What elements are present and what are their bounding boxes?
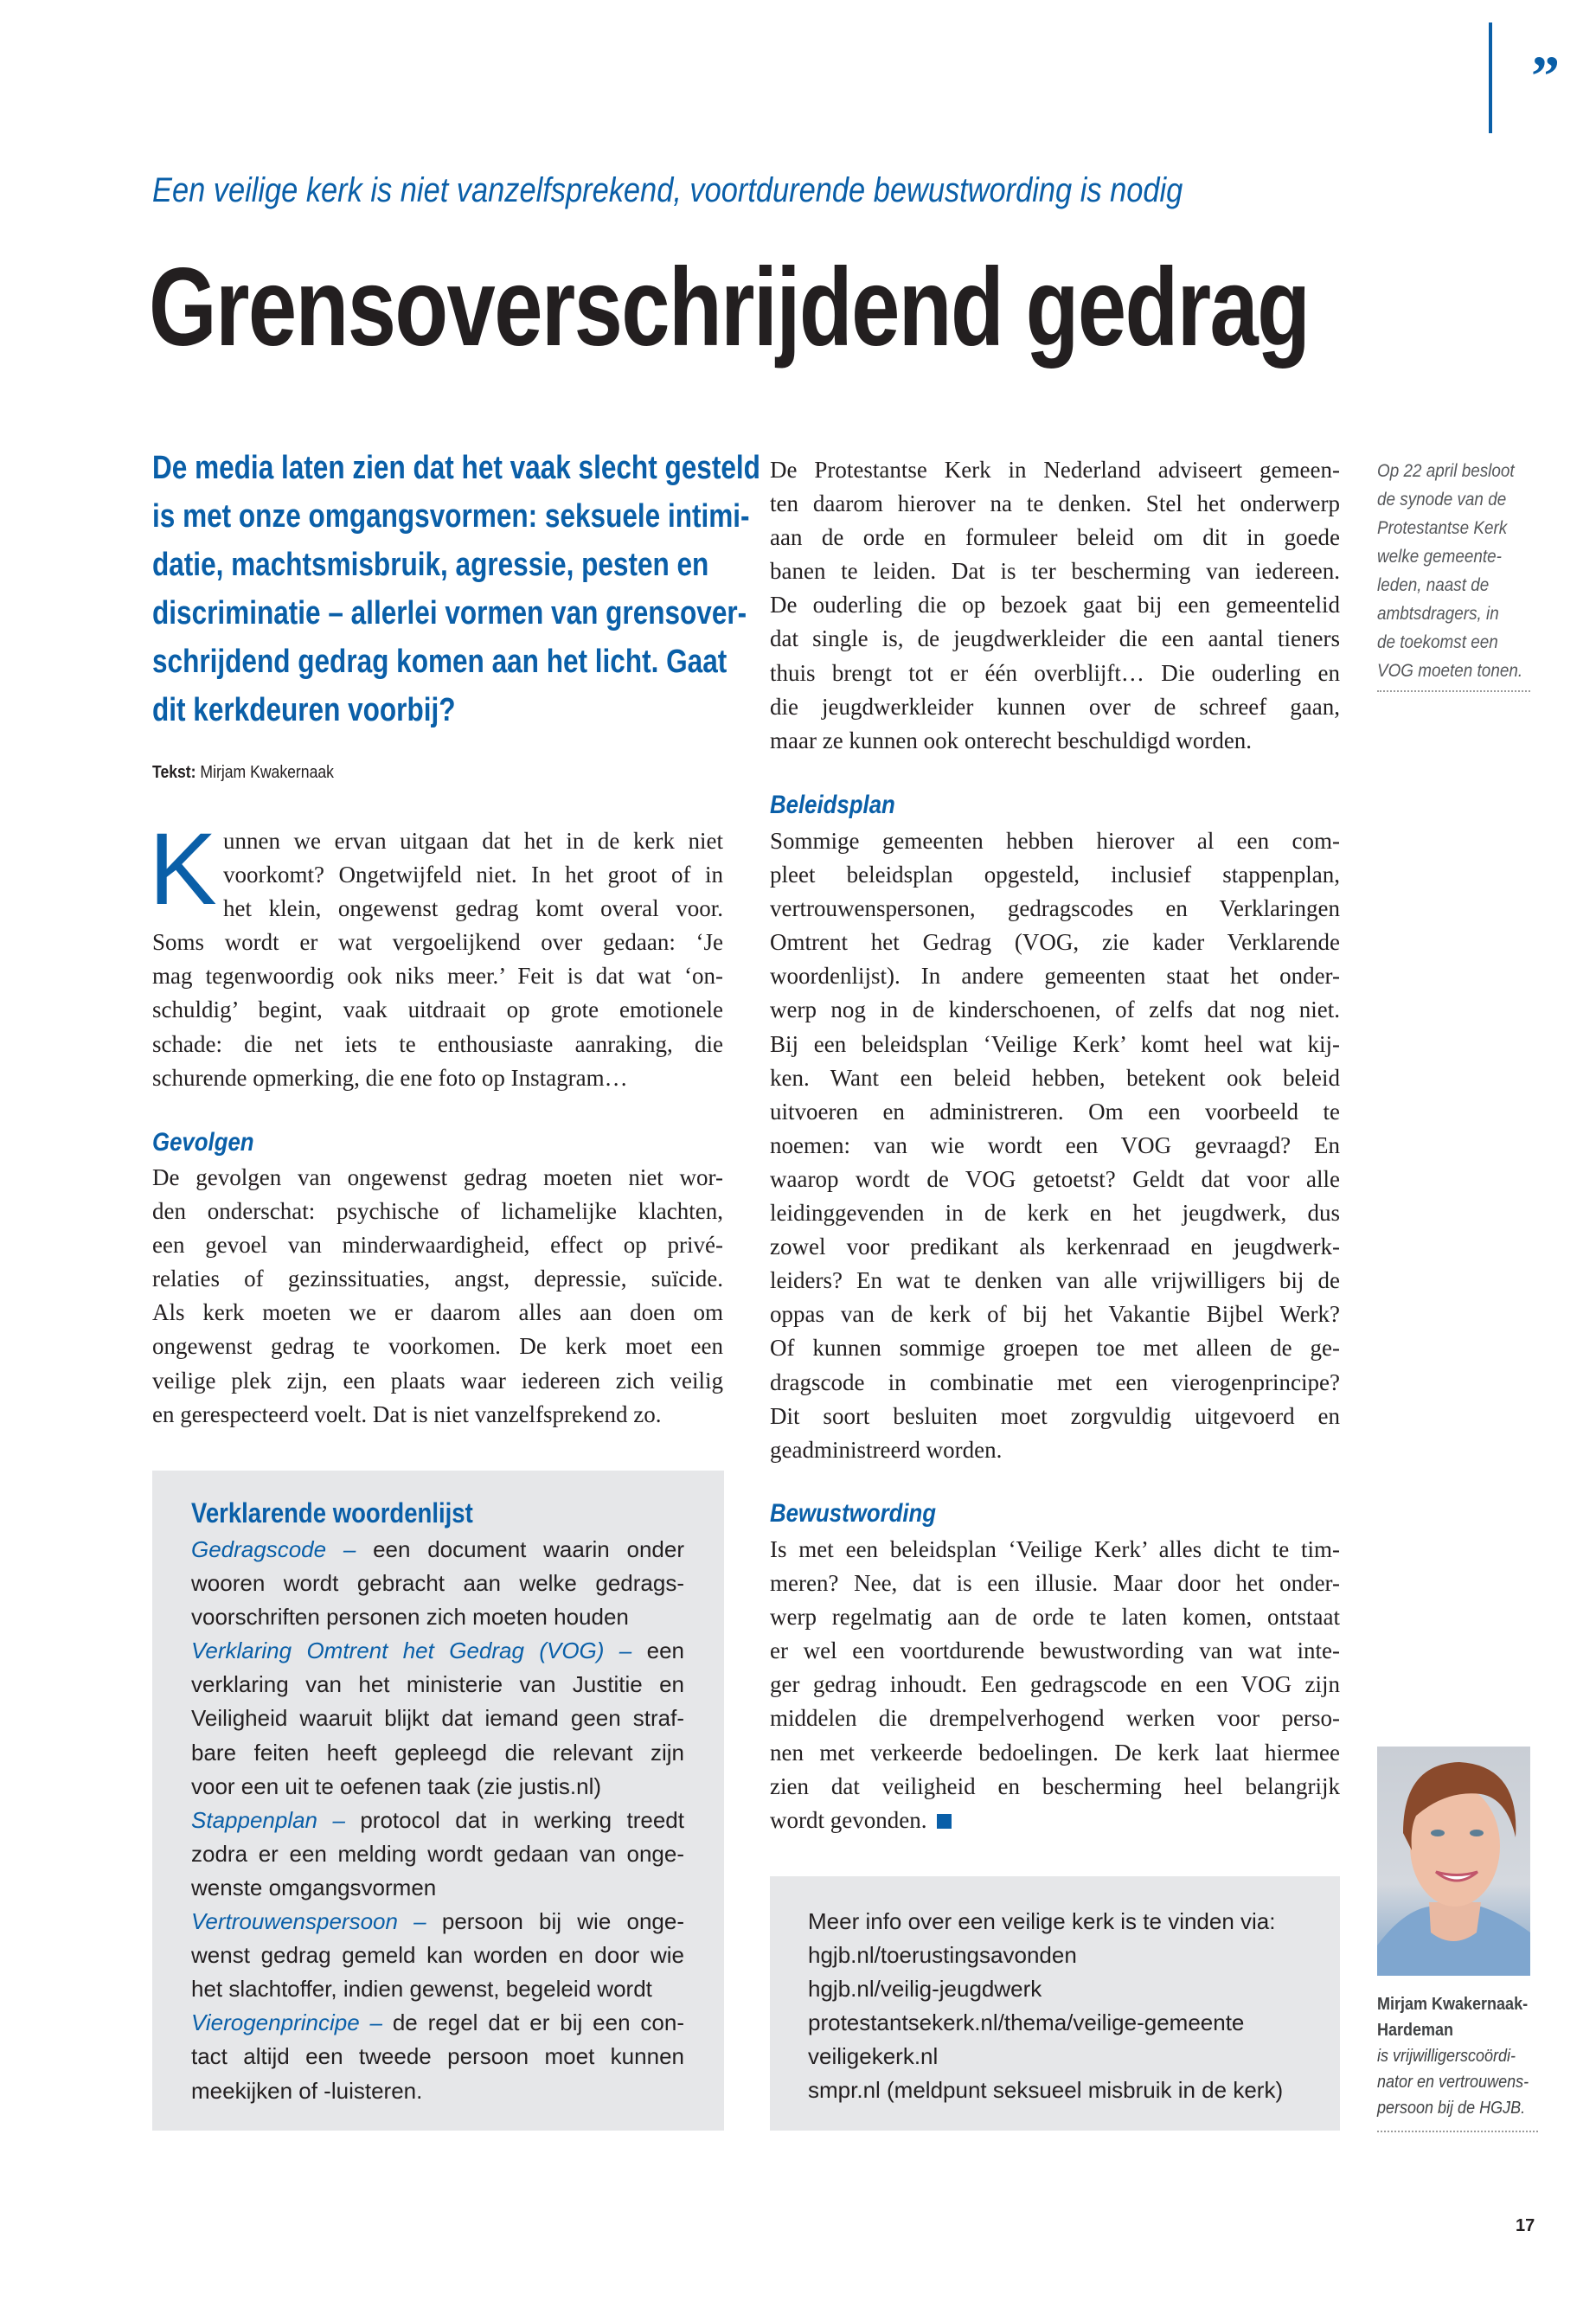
text-line (152, 892, 723, 926)
glossary-term: Verklaring Omtrent het Gedrag (VOG) – (191, 1638, 632, 1664)
section-heading-beleidsplan: Beleidsplan (770, 791, 895, 819)
text-line-content: vertrouwenspersonen, gedragscodes en Verklaringen (770, 895, 1340, 922)
text-line (770, 1298, 1340, 1331)
text-line (770, 1600, 1340, 1634)
text-line (152, 638, 727, 686)
text-line (770, 1702, 1340, 1735)
text-line (770, 1061, 1340, 1095)
text-line-content: die jeugdwerkleider kunnen over de schreef gaan, (770, 693, 1340, 720)
glossary-definition: bare feiten heeft gepleegd die relevant zijn (191, 1739, 684, 1766)
glossary-line (191, 2040, 684, 2073)
text-line-content: welke gemeente- (1377, 547, 1502, 567)
glossary-line (191, 1600, 684, 1634)
glossary-term: Gedragscode – (191, 1536, 356, 1562)
text-line-content: het klein, ongewenst gedrag komt overal voor. (223, 895, 723, 922)
text-line (1377, 514, 1533, 542)
text-line-content: maar ze kunnen ook onterecht beschuldigd worden. (770, 727, 1253, 753)
text-line-content: de toekomst een (1377, 632, 1498, 652)
glossary-definition: verklaring van het ministerie van Justitie en (191, 1671, 684, 1698)
glossary-definition: een document waarin onder (356, 1536, 684, 1562)
text-line (152, 589, 747, 638)
text-line (1377, 657, 1533, 685)
glossary-definition: protocol dat in werking treedt (344, 1806, 684, 1833)
text-line (152, 926, 723, 959)
text-line-content: oppas van de kerk of bij het Vakantie Bijbel Werk? (770, 1301, 1340, 1328)
glossary-definition: wooren wordt gebracht aan welke gedrags- (191, 1570, 684, 1597)
text-line (770, 453, 1340, 487)
text-line-content: wordt gevonden. (770, 1806, 927, 1833)
text-line (152, 1262, 723, 1296)
text-line (770, 1400, 1340, 1433)
text-line-content: De gevolgen van ongewenst gedrag moeten niet wor- (152, 1164, 723, 1190)
text-line-content: Als kerk moeten we er daarom alles aan doen om (152, 1299, 723, 1326)
text-line-content: relaties of gezinssituaties, angst, depressie, suïcide. (152, 1266, 723, 1292)
glossary-line (191, 1871, 684, 1905)
drop-cap: K (149, 812, 217, 926)
text-line-content: schurende opmerking, die ene foto op Instagram… (152, 1064, 628, 1091)
glossary-line (191, 1972, 684, 2006)
sidenote-divider (1377, 690, 1530, 692)
text-line-content: is met onze omgangsvormen: seksuele intimi- (152, 498, 750, 535)
glossary-term: Vierogenprincipe – (191, 2009, 382, 2036)
text-line (770, 1095, 1340, 1129)
text-line (152, 1228, 723, 1262)
text-line (152, 444, 760, 492)
author-photo (1377, 1747, 1530, 1976)
text-line-content: hgjb.nl/veilig-jeugdwerk (808, 1976, 1042, 2003)
glossary-line (191, 1837, 684, 1871)
text-line (770, 1331, 1340, 1365)
text-line (770, 1533, 1340, 1567)
text-line (770, 554, 1340, 588)
text-line (808, 1939, 1327, 1972)
text-line (152, 959, 723, 993)
text-line-content: en gerespecteerd voelt. Dat is niet vanzelfsprekend zo. (152, 1400, 662, 1427)
text-line-content: nator en vertrouwens- (1377, 2073, 1529, 2092)
beleidsplan-paragraph (770, 824, 1340, 1467)
text-line (152, 1195, 723, 1228)
text-line-content: Of kunnen sommige groepen toe met alleen de ge- (770, 1335, 1340, 1362)
text-line-content: voorkomt? Ongetwijfeld niet. In het groot of in (223, 862, 723, 888)
text-line (152, 1161, 723, 1195)
text-line-content: dragscode in combinatie met een vierogenprincipe? (770, 1368, 1340, 1395)
text-line (1377, 1991, 1533, 2017)
text-line (152, 1061, 723, 1095)
text-line-content: zowel voor predikant als kerkenraad en jeugdwerk- (770, 1234, 1340, 1260)
text-line-content: thuis brengt tot er één overblijft… Die ouderling en (770, 659, 1340, 686)
text-line-content: Dit soort besluiten moet zorgvuldig uitgevoerd en (770, 1402, 1340, 1429)
text-line-content: De media laten zien dat het vaak slecht gesteld (152, 450, 760, 486)
glossary-line (191, 1567, 684, 1600)
glossary-definition: een (631, 1638, 684, 1664)
glossary-definition: Veiligheid waaruit blijkt dat iemand geen straf- (191, 1705, 684, 1732)
text-line-content: leden, naast de (1377, 575, 1490, 595)
author-bio (1377, 2043, 1533, 2121)
text-line-content: een gevoel van minderwaardigheid, effect op privé- (152, 1232, 723, 1259)
bewustwording-paragraph (770, 1533, 1340, 1837)
glossary-definition: voorschriften personen zich moeten houden (191, 1604, 629, 1631)
lead-paragraph (152, 444, 760, 734)
section-heading-bewustwording: Bewustwording (770, 1499, 937, 1528)
text-line-content: mag tegenwoordig ook niks meer.’ Feit is dat wat ‘on- (152, 963, 723, 990)
text-line-content: smpr.nl (meldpunt seksueel misbruik in de kerk) (808, 2077, 1284, 2104)
text-line-content: Bij een beleidsplan ‘Veilige Kerk’ komt heel wat kij- (770, 1030, 1340, 1057)
sidenote (1377, 457, 1533, 685)
text-line (770, 1230, 1340, 1264)
text-line (770, 1129, 1340, 1163)
glossary-entry-start (191, 2006, 684, 2040)
text-line-content: schrijdend gedrag komen aan het licht. Gaat (152, 644, 727, 680)
glossary-entry-start (191, 1905, 684, 1939)
glossary-term: Stappenplan – (191, 1806, 345, 1833)
text-line-content: unnen we ervan uitgaan dat het in de kerk niet (223, 828, 723, 854)
text-line (1377, 457, 1533, 485)
text-line (770, 657, 1340, 690)
text-line (770, 959, 1340, 993)
text-line (152, 1028, 723, 1061)
glossary-term: Vertrouwenspersoon – (191, 1908, 426, 1935)
byline-author: Mirjam Kwakernaak (195, 763, 334, 782)
text-line (808, 2040, 1327, 2073)
quote-icon: ” (1531, 45, 1560, 108)
text-line (770, 690, 1340, 724)
text-line-content: Sommige gemeenten hebben hierover al een com- (770, 828, 1340, 854)
text-line-content: woordenlijst). In andere gemeenten staat het onder- (770, 963, 1340, 990)
text-line (152, 1296, 723, 1330)
glossary-definition: meekijken of -luisteren. (191, 2077, 423, 2104)
gevolgen-paragraph (152, 1161, 723, 1432)
glossary-definition: wenst gedrag gemeld kan worden en door wie (191, 1942, 684, 1969)
text-line-content: hgjb.nl/toerustingsavonden (808, 1942, 1077, 1969)
text-line (152, 993, 723, 1027)
text-line-content: aan de orde en formuleer beleid om dit in goede (770, 524, 1340, 551)
glossary-entry-start (191, 1533, 684, 1567)
text-line (770, 1196, 1340, 1230)
text-line (1377, 599, 1533, 628)
text-line (770, 1668, 1340, 1702)
text-line (1377, 628, 1533, 657)
text-line (770, 1736, 1340, 1770)
text-line-content: Protestantse Kerk (1377, 518, 1508, 538)
text-line (152, 824, 723, 858)
text-line-content: De ouderling die op bezoek gaat bij een gemeentelid (770, 592, 1340, 619)
text-line-content: schade: die net iets te enthousiaste aanraking, die (152, 1030, 723, 1057)
text-line (770, 892, 1340, 926)
text-line-content: Omtrent het Gedrag (VOG, zie kader Verklarende (770, 929, 1340, 956)
text-line (1377, 571, 1533, 599)
glossary-definition: persoon bij wie onge- (426, 1908, 684, 1935)
text-line-content: meren? Nee, dat is een illusie. Maar door het onder- (770, 1570, 1340, 1597)
text-line (770, 993, 1340, 1027)
text-line (152, 858, 723, 892)
text-line (152, 1364, 723, 1398)
text-line (770, 1366, 1340, 1400)
quote-divider-bar (1489, 22, 1492, 133)
text-line-content: waarop wordt de VOG getoetst? Geldt dat voor alle (770, 1165, 1340, 1192)
glossary-heading: Verklarende woordenlijst (191, 1497, 473, 1529)
glossary-definition: tact altijd een tweede persoon moet kunnen (191, 2043, 684, 2070)
text-line (1377, 485, 1533, 514)
text-line-content: ongewenst gedrag te voorkomen. De kerk moet een (152, 1333, 723, 1360)
info-box-content (808, 1905, 1327, 2108)
text-line-content: werp nog in de kinderschoenen, of zelfs dat nog niet. (770, 997, 1340, 1023)
text-line-content: veiligekerk.nl (808, 2043, 939, 2070)
text-line (770, 1028, 1340, 1061)
glossary-definition: voor een uit te oefenen taak (zie justis.nl) (191, 1772, 602, 1799)
text-line-content: discriminatie – allerlei vormen van grensover- (152, 595, 747, 631)
text-line-content: is vrijwilligerscoördi- (1377, 2047, 1516, 2066)
author-name (1377, 1991, 1533, 2043)
text-line (770, 724, 1340, 758)
column2-intro-paragraph (770, 453, 1340, 758)
author-portrait-illustration (1377, 1747, 1530, 1976)
text-line (770, 1163, 1340, 1196)
text-line (152, 1330, 723, 1363)
article-kicker: Een veilige kerk is niet vanzelfsprekend, voortdurende bewustwording is nodig (152, 171, 1183, 209)
text-line (1377, 542, 1533, 571)
text-line-content: de synode van de (1377, 490, 1507, 510)
page-number: 17 (1516, 2216, 1535, 2235)
glossary-line (191, 1736, 684, 1770)
text-line-content: leidinggevenden in de kerk en het jeugdwerk, dus (770, 1200, 1340, 1227)
end-mark-icon (937, 1814, 952, 1829)
glossary-line (191, 2074, 684, 2108)
info-box-intro: Meer info over een veilige kerk is te vinden via: (808, 1908, 1276, 1934)
glossary-definition: zodra er een melding wordt gedaan van onge- (191, 1840, 684, 1867)
glossary-line (191, 1702, 684, 1735)
page-title: Grensoverschrijdend gedrag (149, 246, 1310, 369)
text-line (770, 926, 1340, 959)
text-line (770, 1804, 1340, 1837)
text-line-content: Mirjam Kwakernaak- (1377, 1995, 1529, 2014)
text-line (770, 521, 1340, 554)
text-line-content: datie, machtsmisbruik, agressie, pesten en (152, 547, 709, 583)
author-divider (1377, 2131, 1538, 2132)
text-line (808, 2073, 1327, 2107)
glossary-entry-start (191, 1634, 684, 1668)
text-line-content: Soms wordt er wat vergoelijkend over gedaan: ‘Je (152, 929, 723, 956)
text-line (770, 858, 1340, 892)
byline-label: Tekst: (152, 763, 196, 782)
text-line-content: persoon bij de HGJB. (1377, 2099, 1526, 2118)
text-line-content: noemen: van wie wordt een VOG gevraagd? En (770, 1131, 1340, 1158)
text-line-content: ambtsdragers, in (1377, 604, 1499, 624)
text-line-content: zien dat veiligheid en bescherming heel belangrijk (770, 1772, 1340, 1799)
text-line-content: nen met verkeerde bedoelingen. De kerk laat hiermee (770, 1739, 1340, 1766)
text-line-content: De Protestantse Kerk in Nederland adviseert gemeen- (770, 457, 1340, 483)
text-line (770, 1264, 1340, 1298)
byline (152, 763, 334, 783)
text-line (152, 686, 727, 734)
text-line-content: ger gedrag inhoudt. Een gedragscode en een VOG zijn (770, 1671, 1340, 1698)
glossary-line (191, 1770, 684, 1804)
text-line-content: ten daarom hierover na te denken. Stel het onderwerp (770, 490, 1340, 517)
text-line-content: veilige plek zijn, een plaats waar iedereen zich veilig (152, 1367, 723, 1394)
text-line (770, 588, 1340, 622)
text-line-content: er wel een voortdurende bewustwording van wat inte- (770, 1638, 1340, 1664)
text-line-content: middelen die drempelverhogend werken voor perso- (770, 1705, 1340, 1732)
text-line (152, 492, 750, 541)
text-line-content: Hardeman (1377, 2021, 1454, 2040)
text-line (770, 1634, 1340, 1668)
text-line-content: schuldig’ begint, vaak uitdraait op grote emotionele (152, 997, 723, 1023)
text-line (770, 824, 1340, 858)
text-line (1377, 2095, 1533, 2121)
text-line (770, 1567, 1340, 1600)
glossary-line (191, 1939, 684, 1972)
text-line-content: VOG moeten tonen. (1377, 661, 1523, 681)
text-line-content: den onderschat: psychische of lichamelijke klachten, (152, 1198, 723, 1225)
intro-paragraph (152, 824, 723, 1095)
text-line (770, 1770, 1340, 1804)
text-line-content: ken. Want een beleid hebben, betekent ook beleid (770, 1064, 1340, 1091)
text-line-content: geadministreerd worden. (770, 1436, 1003, 1463)
text-line (152, 541, 727, 589)
author-info (1377, 1991, 1533, 2121)
text-line-content: pleet beleidsplan opgesteld, inclusief stappenplan, (770, 862, 1340, 888)
text-line-content: banen te leiden. Dat is ter bescherming van iedereen. (770, 558, 1340, 585)
text-line (770, 622, 1340, 656)
text-line-content: dat single is, de jeugdwerkleider die een aantal tieners (770, 625, 1340, 652)
text-line (1377, 2069, 1533, 2095)
glossary-definition: de regel dat er bij een con- (381, 2009, 684, 2036)
text-line (808, 1972, 1327, 2006)
text-line (770, 487, 1340, 521)
text-line (152, 1398, 723, 1432)
glossary-definition: wenste omgangsvormen (191, 1874, 437, 1900)
glossary-definition: het slachtoffer, indien gewenst, begeleid wordt (191, 1976, 652, 2003)
text-line-content: leiders? En wat te denken van alle vrijwilligers bij de (770, 1267, 1340, 1294)
info-links (808, 1939, 1327, 2107)
text-line-content: Op 22 april besloot (1377, 461, 1515, 481)
text-line-content: protestantsekerk.nl/thema/veilige-gemeente (808, 2009, 1245, 2036)
text-line (808, 2006, 1327, 2040)
text-line (1377, 2043, 1533, 2069)
text-line-content: uitvoeren en administreren. Om een voorbeeld te (770, 1098, 1340, 1125)
text-line-content: werp regelmatig aan de orde te laten komen, ontstaat (770, 1604, 1340, 1631)
text-line (770, 1433, 1340, 1467)
text-line-content: Is met een beleidsplan ‘Veilige Kerk’ alles dicht te tim- (770, 1536, 1340, 1562)
glossary-entry-start (191, 1804, 684, 1837)
glossary-line (191, 1668, 684, 1702)
glossary-list (191, 1533, 684, 2108)
text-line (1377, 2017, 1533, 2043)
text-line-content: dit kerkdeuren voorbij? (152, 692, 456, 728)
section-heading-gevolgen: Gevolgen (152, 1128, 254, 1157)
